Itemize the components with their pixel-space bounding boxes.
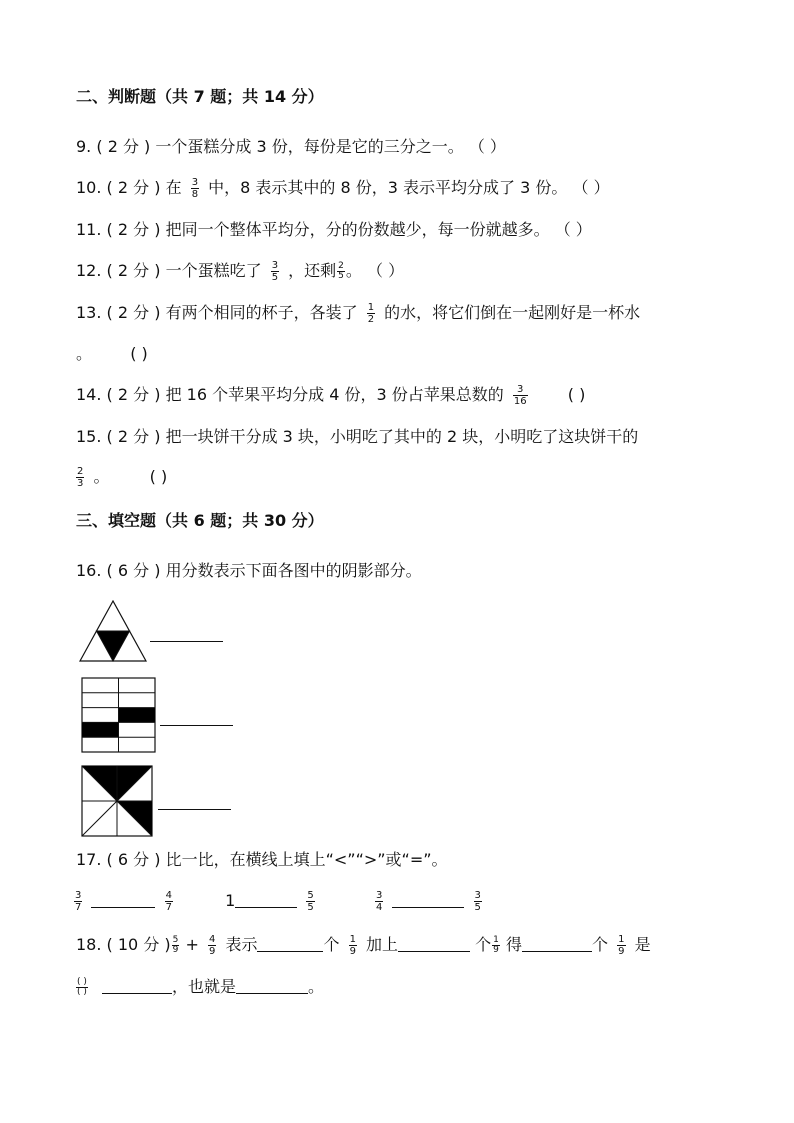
question-11: [76, 219, 592, 241]
question-17: [76, 849, 448, 871]
question-score: ( 2 分 ): [106, 220, 161, 239]
question-score: ( 2 分 ): [106, 427, 161, 446]
question-score: ( 10 分 ): [106, 935, 171, 954]
answer-paren[interactable]: ( ): [567, 385, 586, 404]
plus-sign: +: [185, 935, 199, 954]
question-score: ( 2 分 ): [106, 178, 161, 197]
fraction: $\frac{4}{7}$: [165, 890, 172, 913]
question-number: 18.: [76, 935, 102, 954]
fraction: $\frac{2}{3}$: [77, 466, 84, 489]
question-text: 个: [592, 935, 609, 954]
question-number: 16.: [76, 561, 102, 580]
answer-blank[interactable]: [398, 937, 470, 952]
question-text-pre: 在: [165, 178, 182, 197]
fraction: $\frac{3}{16}$: [513, 384, 527, 407]
question-text: 比一比，在横线上填上“<”“>”或“=”。: [165, 850, 448, 869]
question-text-pre: 把 16 个苹果平均分成 4 份，3 份占苹果总数的: [165, 385, 504, 404]
question-15: [76, 426, 638, 448]
question-number: 13.: [76, 303, 102, 322]
answer-blank-figure-1[interactable]: [150, 627, 223, 642]
compare-row: [74, 890, 486, 913]
answer-blank[interactable]: [522, 937, 592, 952]
fraction: $\frac{2}{5}$: [338, 261, 344, 281]
question-13: [76, 302, 640, 325]
answer-blank-figure-2[interactable]: [160, 711, 233, 726]
question-18-continued: [76, 976, 324, 998]
question-14: [76, 384, 585, 407]
question-text-mid: ，还剩: [288, 261, 337, 280]
question-score: ( 6 分 ): [106, 850, 161, 869]
question-text: ，也就是: [171, 977, 236, 996]
compare-blank-3[interactable]: [392, 893, 464, 908]
question-text-post: 中，8 表示其中的 8 份，3 表示平均分成了 3 份。: [208, 178, 568, 197]
question-text: 个: [475, 935, 492, 954]
fraction-blank[interactable]: $\frac{( )}{( )}$: [77, 977, 87, 997]
fraction: $\frac{1}{2}$: [367, 302, 375, 325]
answer-paren[interactable]: （ ）: [554, 220, 592, 239]
question-text: 加上: [366, 935, 399, 954]
fraction: $\frac{4}{9}$: [208, 934, 216, 957]
fraction: $\frac{3}{8}$: [191, 177, 199, 200]
question-number: 14.: [76, 385, 102, 404]
question-score: ( 2 分 ): [106, 303, 161, 322]
compare-blank-2[interactable]: [235, 893, 297, 908]
question-number: 12.: [76, 261, 102, 280]
answer-paren[interactable]: （ ）: [468, 137, 506, 156]
answer-paren[interactable]: （ ）: [367, 261, 405, 280]
question-score: ( 2 分 ): [106, 385, 161, 404]
fraction: $\frac{1}{9}$: [618, 934, 625, 957]
question-10: [76, 177, 610, 200]
compare-blank-1[interactable]: [91, 893, 155, 908]
question-18: [76, 934, 651, 957]
fraction: $\frac{3}{5}$: [271, 260, 279, 283]
question-number: 9.: [76, 137, 92, 156]
answer-paren[interactable]: ( ): [130, 344, 148, 363]
answer-blank[interactable]: [236, 979, 308, 994]
question-text: 得: [506, 935, 523, 954]
question-text-cont: 。: [76, 344, 93, 363]
answer-blank[interactable]: [257, 937, 323, 952]
fraction: $\frac{5}{9}$: [172, 935, 179, 955]
answer-paren[interactable]: （ ）: [572, 178, 610, 197]
question-text-pre: 一个蛋糕吃了: [165, 261, 262, 280]
question-text: 把同一个整体平均分，分的份数越少，每一份就越多。: [165, 220, 550, 239]
question-number: 11.: [76, 220, 102, 239]
section-title-fill-in: 三、填空题（共 6 题；共 30 分）: [76, 511, 324, 530]
grid-figure: [81, 677, 156, 753]
square-figure: [81, 765, 153, 837]
question-number: 17.: [76, 850, 102, 869]
question-text: 表示: [225, 935, 258, 954]
fraction: $\frac{1}{9}$: [349, 934, 356, 957]
question-text: 用分数表示下面各图中的阴影部分。: [165, 561, 422, 580]
question-text-pre: 有两个相同的杯子，各装了: [165, 303, 358, 322]
question-text: 个: [323, 935, 340, 954]
triangle-figure: [79, 600, 147, 662]
question-16: [76, 560, 422, 582]
question-text: 把一块饼干分成 3 块，小明吃了其中的 2 块，小明吃了这块饼干的: [165, 427, 639, 446]
number-one: 1: [225, 891, 236, 910]
question-text-post: 的水，将它们倒在一起刚好是一杯水: [384, 303, 641, 322]
question-score: ( 2 分 ): [96, 137, 151, 156]
question-15-continued: [76, 466, 167, 489]
question-score: ( 6 分 ): [106, 561, 161, 580]
question-score: ( 2 分 ): [106, 261, 161, 280]
fraction: $\frac{3}{4}$: [375, 890, 383, 913]
question-12: [76, 260, 404, 283]
answer-blank-figure-3[interactable]: [158, 795, 231, 810]
fraction: $\frac{3}{7}$: [75, 890, 82, 913]
answer-paren[interactable]: ( ): [149, 467, 168, 486]
fraction: $\frac{5}{5}$: [307, 890, 314, 913]
question-text: 是: [634, 935, 651, 954]
fraction: $\frac{3}{5}$: [474, 890, 481, 913]
answer-blank[interactable]: [102, 979, 172, 994]
section-title-judgement: 二、判断题（共 7 题；共 14 分）: [76, 87, 324, 106]
question-text-post: 。: [345, 261, 362, 280]
question-number: 10.: [76, 178, 102, 197]
fraction: $\frac{1}{9}$: [493, 935, 499, 955]
question-text: 。: [308, 977, 325, 996]
question-text-cont: 。: [93, 467, 110, 486]
question-number: 15.: [76, 427, 102, 446]
question-text: 一个蛋糕分成 3 份，每份是它的三分之一。: [155, 137, 464, 156]
question-13-continued: [76, 343, 148, 365]
question-9: [76, 136, 506, 158]
